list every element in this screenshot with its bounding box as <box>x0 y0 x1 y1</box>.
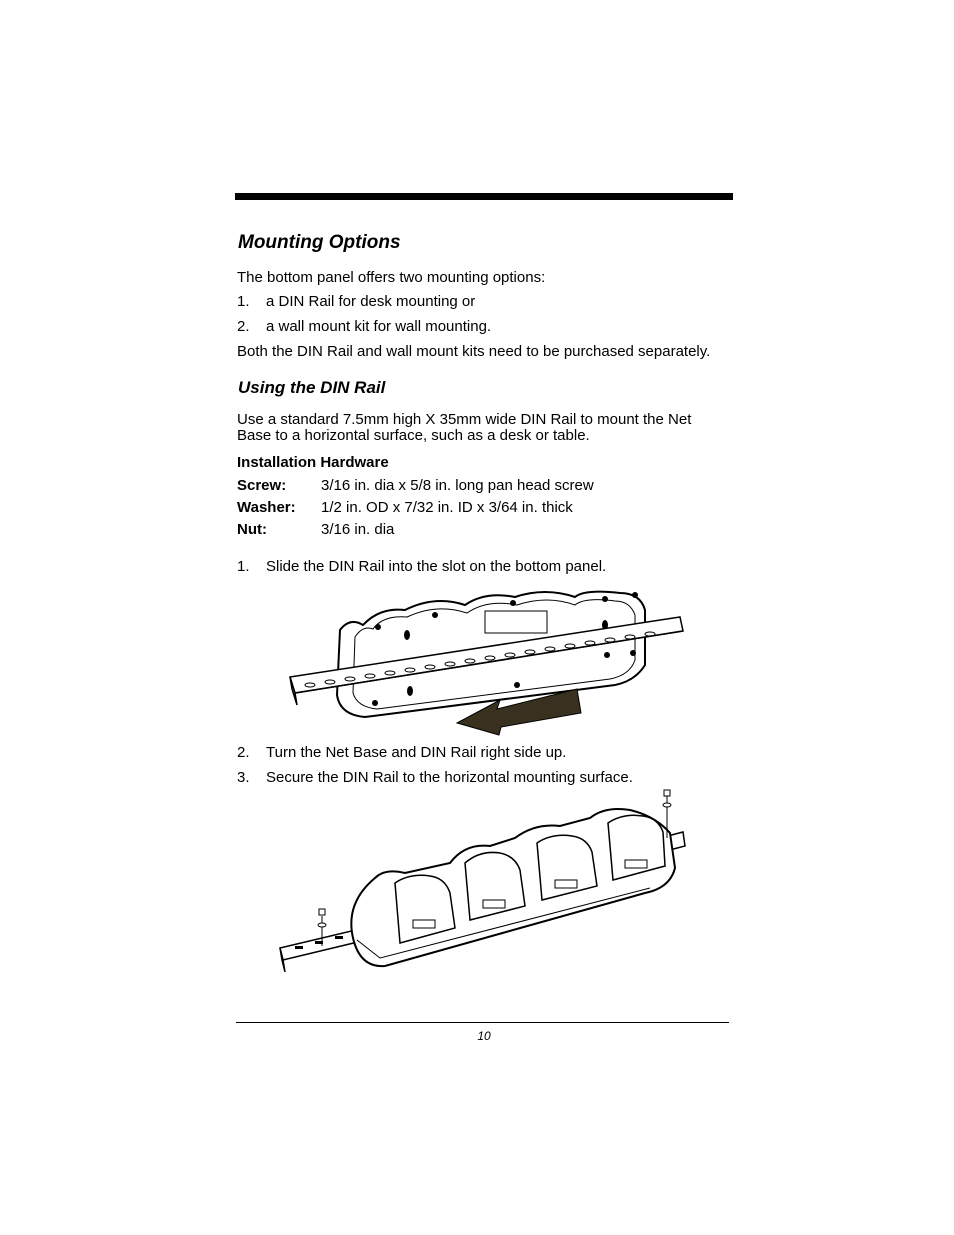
step-text: Turn the Net Base and DIN Rail right side up. <box>266 744 567 761</box>
footer-rule <box>236 1022 729 1023</box>
din-rail-slide-illustration <box>285 585 695 740</box>
option-number: 2. <box>237 318 250 335</box>
step-number: 3. <box>237 769 250 786</box>
option-text: a DIN Rail for desk mounting or <box>266 293 476 310</box>
purchase-note: Both the DIN Rail and wall mount kits need to be purchased separately. <box>237 343 711 360</box>
option-number: 1. <box>237 293 250 310</box>
step-number: 2. <box>237 744 250 761</box>
intro-text: The bottom panel offers two mounting options: <box>237 269 546 286</box>
screw-label: Screw: <box>237 477 287 494</box>
washer-label: Washer: <box>237 499 296 516</box>
step-number: 1. <box>237 558 250 575</box>
din-rail-description-line2: Base to a horizontal surface, such as a desk or table. <box>237 427 590 444</box>
net-base-mounted-illustration <box>275 788 690 978</box>
header-rule <box>235 193 733 200</box>
option-text: a wall mount kit for wall mounting. <box>266 318 492 335</box>
din-rail-description-line1: Use a standard 7.5mm high X 35mm wide DIN Rail to mount the Net <box>237 411 692 428</box>
hardware-heading: Installation Hardware <box>237 454 389 471</box>
subsection-title: Using the DIN Rail <box>238 378 386 397</box>
nut-spec: 3/16 in. dia <box>321 521 395 538</box>
step-text: Slide the DIN Rail into the slot on the bottom panel. <box>266 558 607 575</box>
washer-spec: 1/2 in. OD x 7/32 in. ID x 3/64 in. thick <box>321 499 573 516</box>
section-title: Mounting Options <box>238 232 401 253</box>
nut-label: Nut: <box>237 521 267 538</box>
step-text: Secure the DIN Rail to the horizontal mounting surface. <box>266 769 633 786</box>
page-number: 10 <box>477 1029 491 1043</box>
screw-spec: 3/16 in. dia x 5/8 in. long pan head screw <box>321 477 594 494</box>
